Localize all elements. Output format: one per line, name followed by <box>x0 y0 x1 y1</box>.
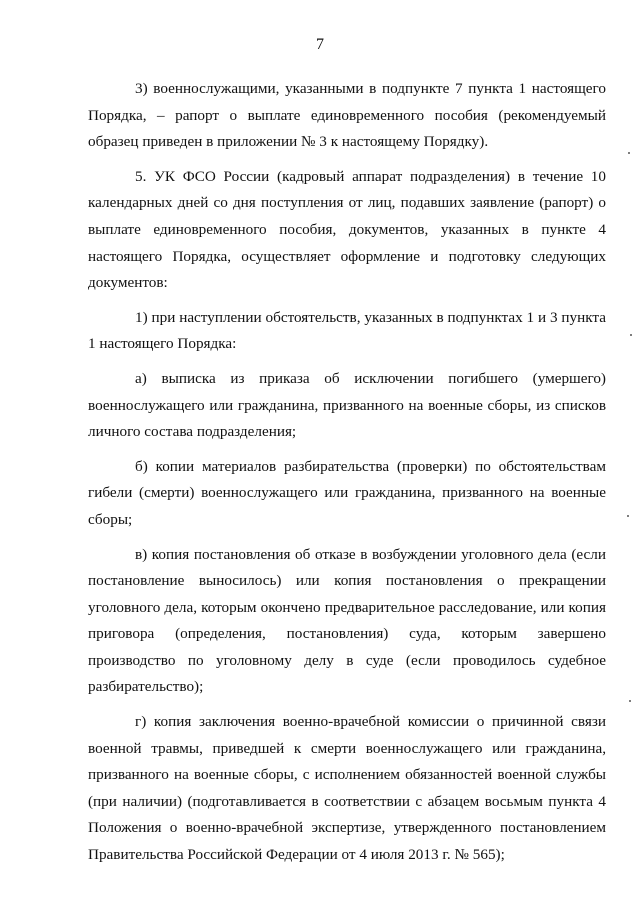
scan-speck <box>627 515 629 517</box>
paragraph-letter-b: б) копии материалов разбирательства (проверки) по обстоятельствам гибели (смерти) военнослужащего или гражданина, призванного на военные сборы; <box>88 457 606 528</box>
paragraph-letter-v: в) копия постановления об отказе в возбуждении уголовного дела (если постановление выносилось) или копия постановления о прекращении уголовного дела, которым окончено предварительное расследование, или копия приговора (определения, постановления) суда, которым завершено производство по уголовному делу в суде (если проводилось судебное разбирательство); <box>88 545 606 696</box>
paragraph-item-3: 3) военнослужащими, указанными в подпункте 7 пункта 1 настоящего Порядка, – рапорт о выплате единовременного пособия (рекомендуемый образец приведен в приложении № 3 к настоящему Порядку). <box>88 80 606 151</box>
scan-speck <box>629 700 631 702</box>
scan-speck <box>630 334 632 336</box>
paragraph-section-5: 5. УК ФСО России (кадровый аппарат подразделения) в течение 10 календарных дней со дня поступления от лиц, подавших заявление (рапорт) о выплате единовременного пособия, документов, указанных в пункте 4 настоящего Порядка, осуществляет оформление и подготовку следующих документов: <box>88 167 606 292</box>
paragraph-letter-g: г) копия заключения военно-врачебной комиссии о причинной связи военной травмы, приведшей к смерти военнослужащего или гражданина, призванного на военные сборы, с исполнением обязанностей военной службы (при наличии) (подготавливается в соответствии с абзацем восьмым пункта 4 Положения о военно-врачебной экспертизе, утвержденного постановлением Правительства Российской Федерации от 4 июля 2013 г. № 565); <box>88 713 606 864</box>
paragraph-subitem-1: 1) при наступлении обстоятельств, указанных в подпунктах 1 и 3 пункта 1 настоящего Порядка: <box>88 308 606 353</box>
document-body <box>88 76 606 877</box>
scan-speck <box>628 152 630 154</box>
paragraph-letter-a: а) выписка из приказа об исключении погибшего (умершего) военнослужащего или гражданина, призванного на военные сборы, из списков личного состава подразделения; <box>88 369 606 441</box>
page-number: 7 <box>316 36 324 53</box>
